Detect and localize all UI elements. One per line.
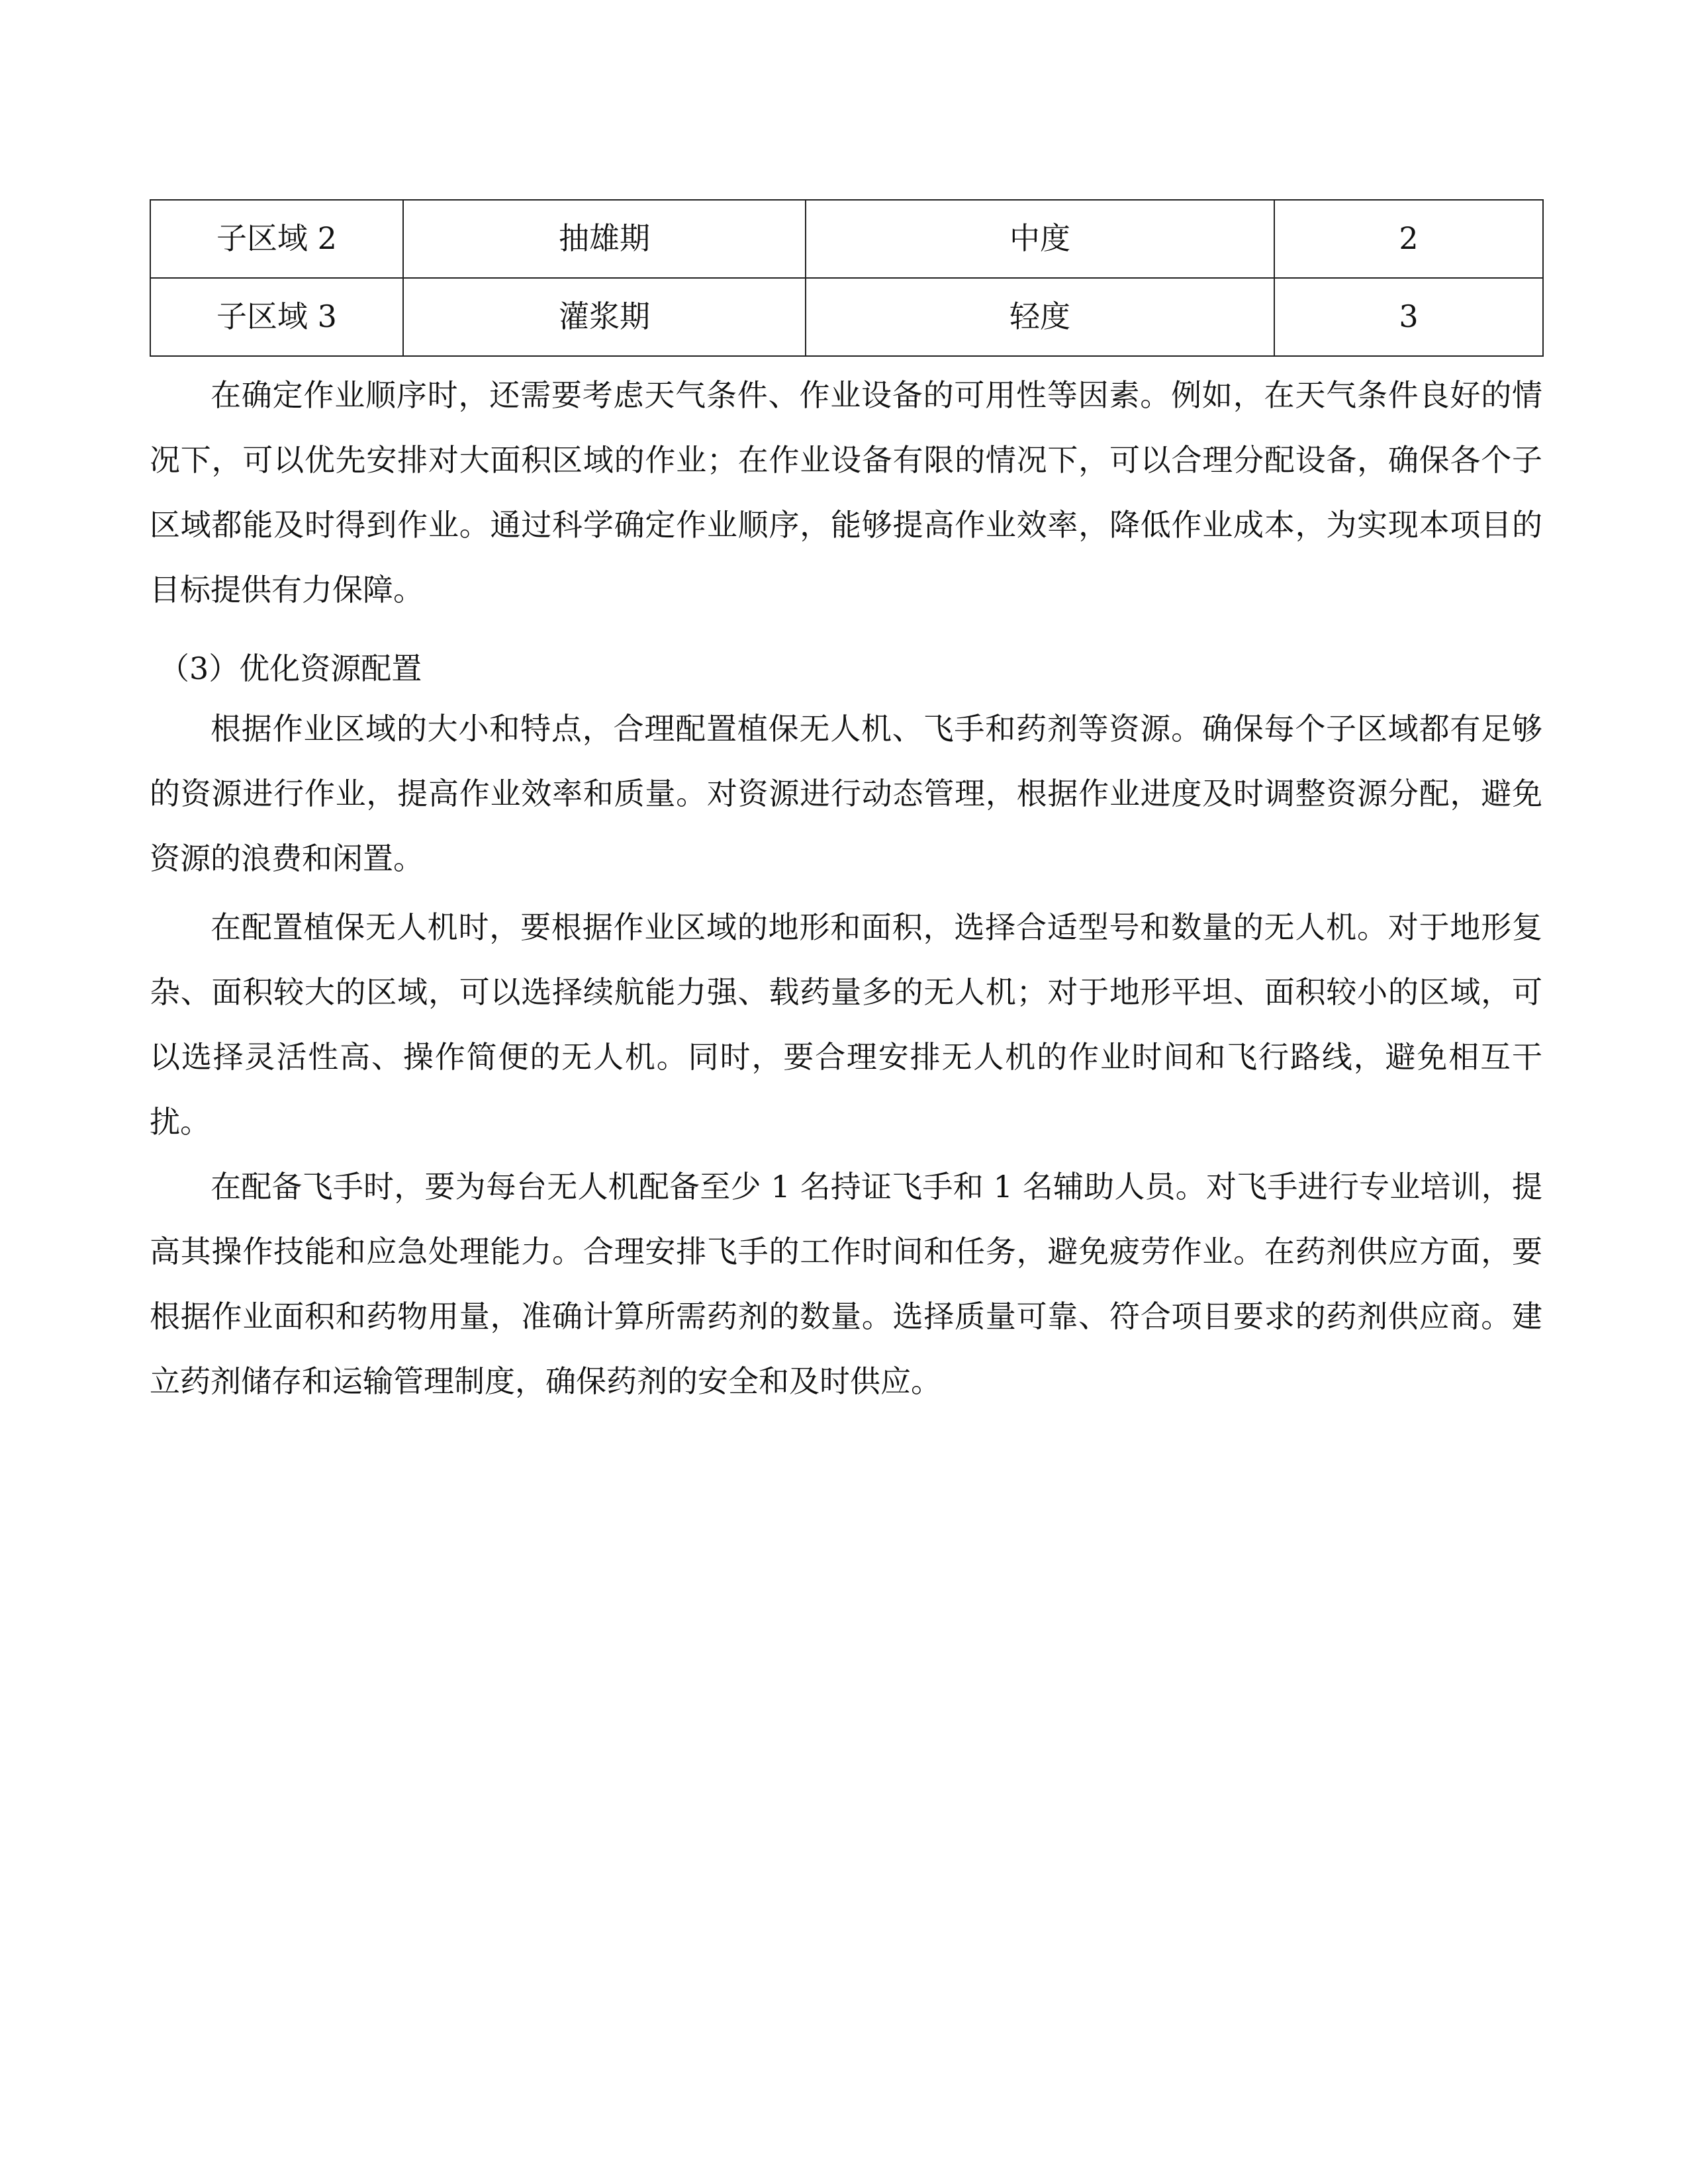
region-cell: 子区域 2 [150,200,403,278]
paragraph-operation-order [150,363,1542,622]
region-cell: 子区域 3 [150,278,403,356]
severity-cell: 中度 [806,200,1274,278]
growth-stage-cell: 灌浆期 [403,278,806,356]
growth-stage-cell: 抽雄期 [403,200,806,278]
table-row [150,200,1543,278]
paragraph-text: 在配备飞手时，要为每台无人机配备至少 1 名持证飞手和 1 名辅助人员。对飞手进行专业培训，提高其操作技能和应急处理能力。合理安排飞手的工作时间和任务，避免疲劳作业。在药剂供应方面，要根据作业面积和药物用量，准确计算所需药剂的数量。选择质量可靠、符合项目要求的药剂供应商。建立药剂储存和运输管理制度，确保药剂的安全和及时供应。 [150,1169,1542,1399]
paragraph-text: 根据作业区域的大小和特点，合理配置植保无人机、飞手和药剂等资源。确保每个子区域都有足够的资源进行作业，提高作业效率和质量。对资源进行动态管理，根据作业进度及时调整资源分配，避免资源的浪费和闲置。 [150,711,1542,876]
region-table-container [150,199,1542,357]
order-cell: 2 [1274,200,1543,278]
order-cell: 3 [1274,278,1543,356]
paragraph-text: 在配置植保无人机时，要根据作业区域的地形和面积，选择合适型号和数量的无人机。对于地形复杂、面积较大的区域，可以选择续航能力强、载药量多的无人机；对于地形平坦、面积较小的区域，可以选择灵活性高、操作简便的无人机。同时，要合理安排无人机的作业时间和飞行路线，避免相互干扰。 [150,909,1542,1140]
table-row [150,278,1543,356]
section-heading: （3）优化资源配置 [159,651,422,686]
paragraph-pilot-and-pesticide [150,1154,1542,1414]
paragraph-resource-allocation [150,696,1542,891]
paragraph-text: 在确定作业顺序时，还需要考虑天气条件、作业设备的可用性等因素。例如，在天气条件良好的情况下，可以优先安排对大面积区域的作业；在作业设备有限的情况下，可以合理分配设备，确保各个子区域都能及时得到作业。通过科学确定作业顺序，能够提高作业效率，降低作业成本，为实现本项目的目标提供有力保障。 [150,377,1542,608]
paragraph-drone-configuration [150,895,1542,1154]
region-table [150,199,1544,357]
severity-cell: 轻度 [806,278,1274,356]
